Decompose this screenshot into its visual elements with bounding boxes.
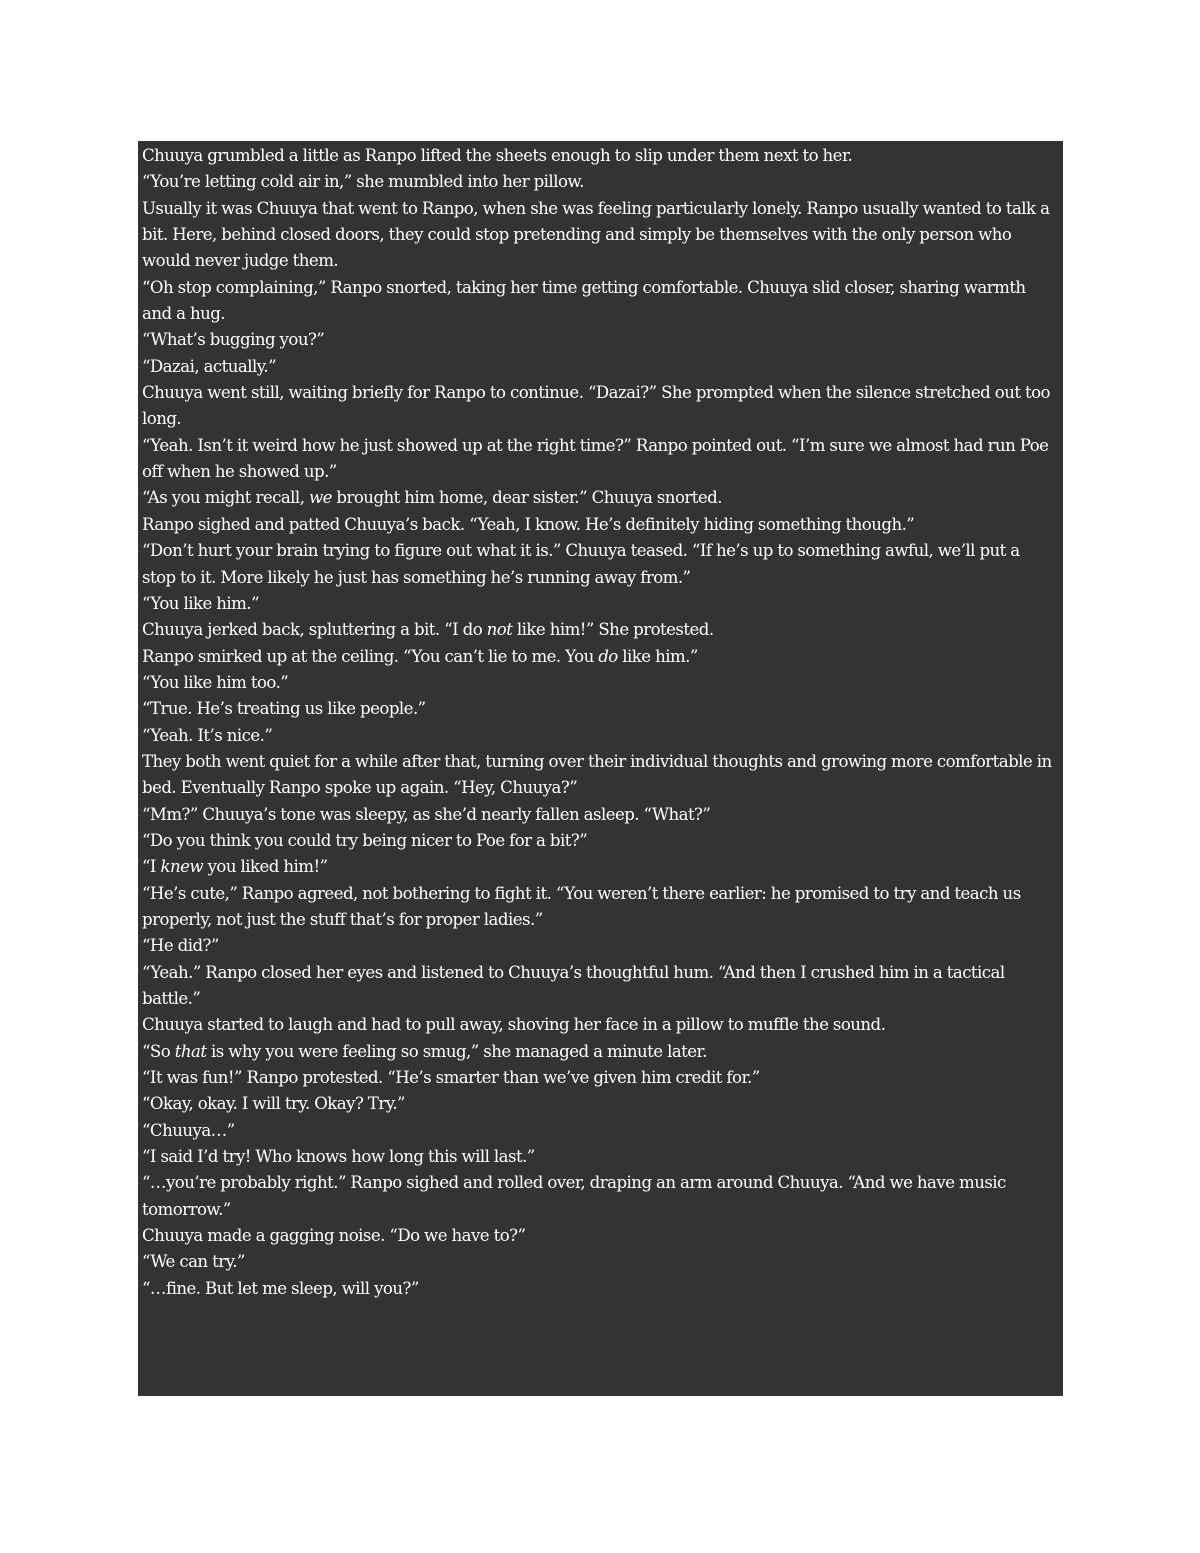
paragraph	[142, 960, 1057, 1013]
italic-run: knew	[160, 857, 204, 877]
paragraph	[142, 433, 1057, 486]
paragraph	[142, 854, 1057, 880]
paragraph	[142, 1118, 1057, 1144]
text-run: Ranpo smirked up at the ceiling. “You can’t lie to me. You	[142, 646, 599, 666]
paragraph	[142, 354, 1057, 380]
paragraph	[142, 1091, 1057, 1117]
text-run: Chuuya made a gagging noise. “Do we have to?”	[142, 1226, 526, 1246]
text-run: “Chuuya…”	[142, 1120, 235, 1140]
paragraph	[142, 1249, 1057, 1275]
paragraph	[142, 802, 1057, 828]
paragraph	[142, 1039, 1057, 1065]
paragraph	[142, 933, 1057, 959]
paragraph	[142, 169, 1057, 195]
paragraph	[142, 828, 1057, 854]
text-run: “True. He’s treating us like people.”	[142, 699, 426, 719]
text-run: “As you might recall,	[142, 488, 309, 508]
text-run: “Yeah. It’s nice.”	[142, 725, 273, 745]
paragraph	[142, 275, 1057, 328]
paragraph	[142, 696, 1057, 722]
text-run: is why you were feeling so smug,” she managed a minute later.	[206, 1041, 707, 1061]
text-run: Ranpo sighed and patted Chuuya’s back. “Yeah, I know. He’s definitely hiding something though.”	[142, 514, 915, 534]
text-run: “I	[142, 857, 161, 877]
paragraph	[142, 538, 1057, 591]
italic-run: do	[598, 646, 618, 666]
paragraph	[142, 196, 1057, 275]
text-run: “So	[142, 1041, 175, 1061]
text-run: “Don’t hurt your brain trying to figure out what it is.” Chuuya teased. “If he’s up to something awful, we’ll put a stop to it. More likely he just has something he’s running away from.”	[142, 541, 1020, 587]
paragraph	[142, 591, 1057, 617]
paragraph	[142, 485, 1057, 511]
text-run: “We can try.”	[142, 1252, 245, 1272]
italic-run: that	[174, 1041, 207, 1061]
paragraph	[142, 327, 1057, 353]
text-run: Usually it was Chuuya that went to Ranpo, when she was feeling particularly lonely. Ranpo usually wanted to talk a bit. Here, behind closed doors, they could stop pretending and simply be themselves with the only person who would never judge them.	[142, 198, 1050, 271]
text-run: Chuuya jerked back, spluttering a bit. “I do	[142, 620, 487, 640]
text-run: “Okay, okay. I will try. Okay? Try.”	[142, 1094, 405, 1114]
text-run: “Yeah. Isn’t it weird how he just showed up at the right time?” Ranpo pointed out. “I’m sure we almost had run Poe off when he showed up.”	[142, 435, 1049, 482]
text-run: “Do you think you could try being nicer to Poe for a bit?”	[142, 830, 588, 850]
text-run: “Dazai, actually.”	[142, 356, 277, 376]
italic-run: we	[308, 488, 332, 508]
text-run: Chuuya went still, waiting briefly for Ranpo to continue. “Dazai?” She prompted when the silence stretched out too long.	[142, 383, 1050, 429]
text-run: like him!” She protested.	[512, 620, 714, 640]
text-run: brought him home, dear sister.” Chuuya snorted.	[331, 488, 722, 508]
text-run: “Oh stop complaining,” Ranpo snorted, taking her time getting comfortable. Chuuya slid closer, sharing warmth and a hug.	[142, 277, 1026, 324]
text-run: Chuuya grumbled a little as Ranpo lifted the sheets enough to slip under them next to her.	[142, 146, 853, 165]
story-text-box	[138, 141, 1063, 1396]
paragraph	[142, 617, 1057, 643]
text-run: Chuuya started to laugh and had to pull away, shoving her face in a pillow to muffle the sound.	[142, 1015, 886, 1035]
text-run: “You’re letting cold air in,” she mumbled into her pillow.	[142, 172, 584, 192]
text-run: “Mm?” Chuuya’s tone was sleepy, as she’d nearly fallen asleep. “What?”	[142, 804, 711, 824]
paragraph	[142, 723, 1057, 749]
paragraph	[142, 670, 1057, 696]
paragraph	[142, 881, 1057, 934]
paragraph	[142, 1276, 1057, 1302]
italic-run: not	[486, 620, 513, 640]
paragraph	[142, 644, 1057, 670]
paragraph	[142, 1065, 1057, 1091]
text-run: “He did?”	[142, 936, 219, 956]
paragraph	[142, 1170, 1057, 1223]
paragraph	[142, 1012, 1057, 1038]
paragraph	[142, 380, 1057, 433]
text-run: “…you’re probably right.” Ranpo sighed and rolled over, draping an arm around Chuuya. “And we have music tomorrow.”	[142, 1173, 1006, 1219]
paragraph	[142, 1223, 1057, 1249]
text-run: “It was fun!” Ranpo protested. “He’s smarter than we’ve given him credit for.”	[142, 1068, 760, 1088]
paragraph	[142, 512, 1057, 538]
text-run: “He’s cute,” Ranpo agreed, not bothering to fight it. “You weren’t there earlier: he promised to try and teach us properly, not just the stuff that’s for proper ladies.”	[142, 883, 1021, 929]
text-run: “What’s bugging you?”	[142, 330, 325, 350]
paragraph	[142, 1144, 1057, 1170]
paragraph	[142, 749, 1057, 802]
text-run: “I said I’d try! Who knows how long this will last.”	[142, 1147, 535, 1167]
text-run: They both went quiet for a while after that, turning over their individual thoughts and growing more comfortable in bed. Eventually Ranpo spoke up again. “Hey, Chuuya?”	[142, 751, 1052, 798]
text-run: like him.”	[617, 646, 698, 666]
text-run: you liked him!”	[203, 857, 328, 877]
text-run: “…fine. But let me sleep, will you?”	[142, 1278, 419, 1298]
paragraph	[142, 143, 1057, 169]
text-run: “Yeah.” Ranpo closed her eyes and listened to Chuuya’s thoughtful hum. “And then I crushed him in a tactical battle.”	[142, 962, 1005, 1008]
text-run: “You like him.”	[142, 593, 260, 613]
text-run: “You like him too.”	[142, 672, 289, 692]
